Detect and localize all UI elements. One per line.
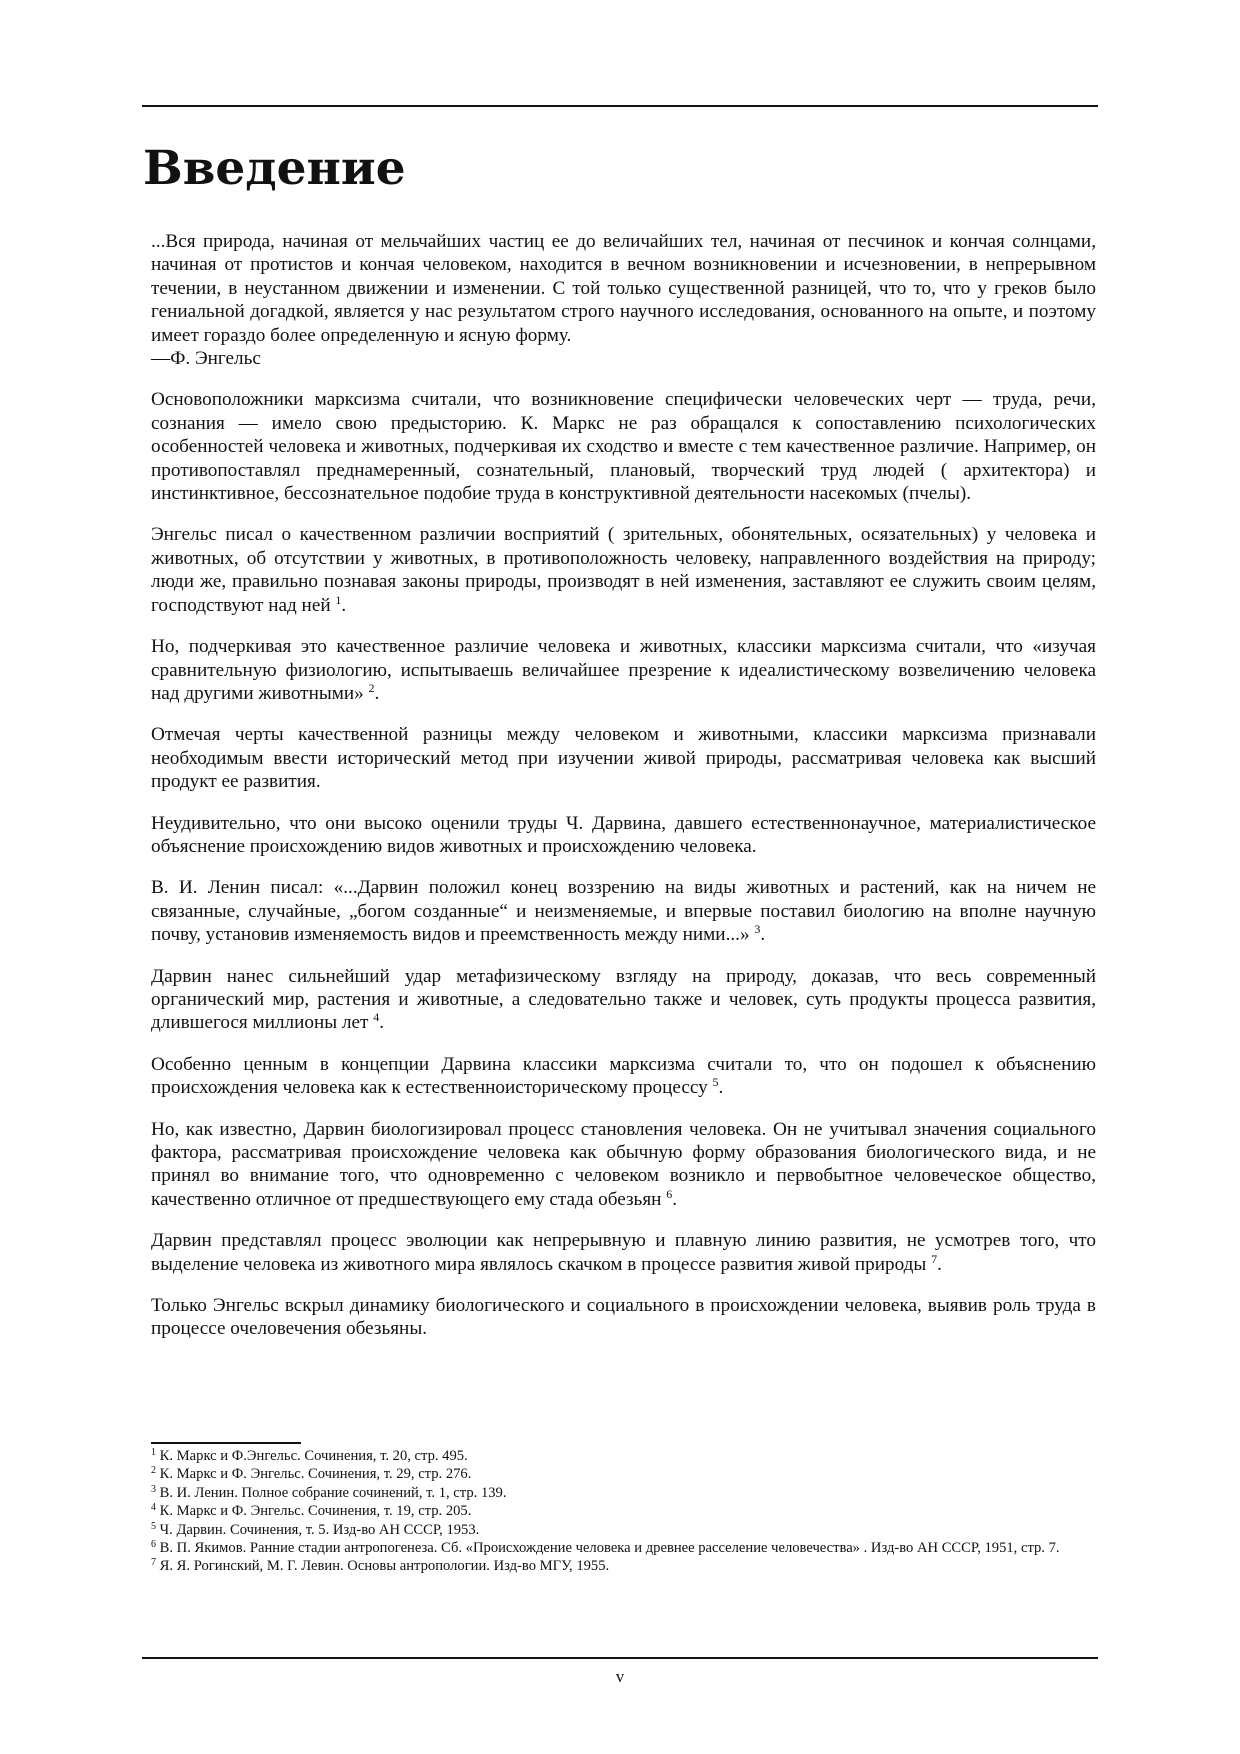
chapter-title: Введение [143,141,406,196]
footnote: $^5$ Ч. Дарвин. Сочинения, т. 5. Изд-во АН СССР, 1953. [151,1520,480,1538]
footnote: $^3$ В. И. Ленин. Полное собрание сочинений, т. 1, стр. 139. [151,1483,507,1501]
footnote-rule [151,1442,301,1444]
paragraph: Дарвин представлял процесс эволюции как непрерывную и плавную линию развития, не усмотрев того, что выделение человека из животного мира являлось скачком в процессе развития живой природы $^7$. [151,1230,1096,1275]
footnote-ref[interactable]: 1 [335,592,342,607]
epigraph [151,230,1096,370]
paragraph: Но, подчеркивая это качественное различие человека и животных, классики марксизма считали, что «изучая сравнительную физиологию, испытываешь величайшее презрение к идеалистическому возвеличению человека над другими животными» $^2$. [151,636,1096,704]
footnote: $^6$ В. П. Якимов. Ранние стадии антропогенеза. Сб. «Происхождение человека и древнее расселение человечества» . Изд-во АН СССР, 1951, стр. 7. [151,1539,1060,1557]
footnote-ref[interactable]: 2 [368,680,375,695]
paragraph: Особенно ценным в концепции Дарвина классики марксизма считали то, что он подошел к объяснению происхождения человека как к естественноисторическому процессу $^5$. [151,1053,1096,1099]
footnote: $^1$ К. Маркс и Ф.Энгельс. Сочинения, т. 20, стр. 495. [151,1447,468,1464]
footnotes [151,1447,1101,1576]
footnote-ref[interactable]: 6 [666,1186,673,1201]
epigraph-attribution: —Ф. Энгельс [151,348,261,370]
footer-rule [142,1657,1098,1659]
footnote: $^4$ К. Маркс и Ф. Энгельс. Сочинения, т. 19, стр. 205. [151,1502,472,1520]
page-number: v [615,1667,625,1686]
header-rule [142,105,1098,107]
paragraph: Основоположники марксизма считали, что возникновение специфически человеческих черт — труда, речи, сознания — имело свою предысторию. К. Маркс не раз обращался к сопоставлению психологических особенностей человека и животных, подчеркивая их сходство и вместе с тем качественное различие. Например, он противопоставлял преднамеренный, сознательный, плановый, творческий труд людей ( архитектора) и инстинктивное, бессознательное подобие труда в конструктивной деятельности насекомых (пчелы). [151,389,1096,505]
footnote: $^2$ К. Маркс и Ф. Энгельс. Сочинения, т. 29, стр. 276. [151,1465,472,1483]
paragraph: Неудивительно, что они высоко оценили труды Ч. Дарвина, давшего естественнонаучное, материалистическое объяснение происхождению видов животных и происхождению человека. [151,812,1096,857]
paragraph: В. И. Ленин писал: «...Дарвин положил конец воззрению на виды животных и растений, как на ничем не связанные, случайные, „богом созданные“ и неизменяемые, и впервые поставил биологию на вполне научную почву, установив изменяемость видов и преемственность между ними...» $^3$. [151,877,1096,946]
footnote: $^7$ Я. Я. Рогинский, М. Г. Левин. Основы антропологии. Изд-во МГУ, 1955. [151,1557,610,1575]
paragraph: Но, как известно, Дарвин биологизировал процесс становления человека. Он не учитывал значения социального фактора, рассматривая происхождение человека как обычную форму образования биологического вида, и не принял во внимание того, что одновременно с человеком возникло и первобытное человеческое общество, качественно отличное от предшествующего ему стада обезьян $^6$. [151,1118,1096,1210]
footnote-ref[interactable]: 5 [712,1075,719,1090]
footnote-ref[interactable]: 7 [931,1251,938,1266]
footnote-ref[interactable]: 4 [373,1010,380,1025]
paragraph: Энгельс писал о качественном различии восприятий ( зрительных, обонятельных, осязательных) у человека и животных, об отсутствии у животных, в противоположность человеку, направленного воздействия на природу; люди же, правильно познавая законы природы, производят в ней изменения, заставляют ее служить своим целям, господствуют над ней $^1$. [151,524,1096,616]
footnote-ref[interactable]: 3 [754,922,761,937]
paragraph: Отмечая черты качественной разницы между человеком и животными, классики марксизма признавали необходимым ввести исторический метод при изучении живой природы, рассматривая человека как высший продукт ее развития. [151,724,1096,793]
epigraph-quote: ...Вся природа, начиная от мельчайших частиц ее до величайших тел, начиная от песчинок и кончая солнцами, начиная от протистов и кончая человеком, находится в вечном возникновении и исчезновении, в непрерывном течении, в неустанном движении и изменении. С той только существенной разницей, что то, что у греков было гениальной догадкой, является у нас результатом строго научного исследования, основанного на опыте, и поэтому имеет гораздо более определенную и ясную форму. [151,231,1096,346]
paragraph: Дарвин нанес сильнейший удар метафизическому взгляду на природу, доказав, что весь современный органический мир, растения и животные, а следовательно также и человек, суть продукты процесса развития, длившегося миллионы лет $^4$. [151,965,1096,1034]
paragraph: Только Энгельс вскрыл динамику биологического и социального в происхождении человека, выявив роль труда в процессе очеловечения обезьяны. [151,1295,1096,1340]
body-text [151,230,1096,1359]
